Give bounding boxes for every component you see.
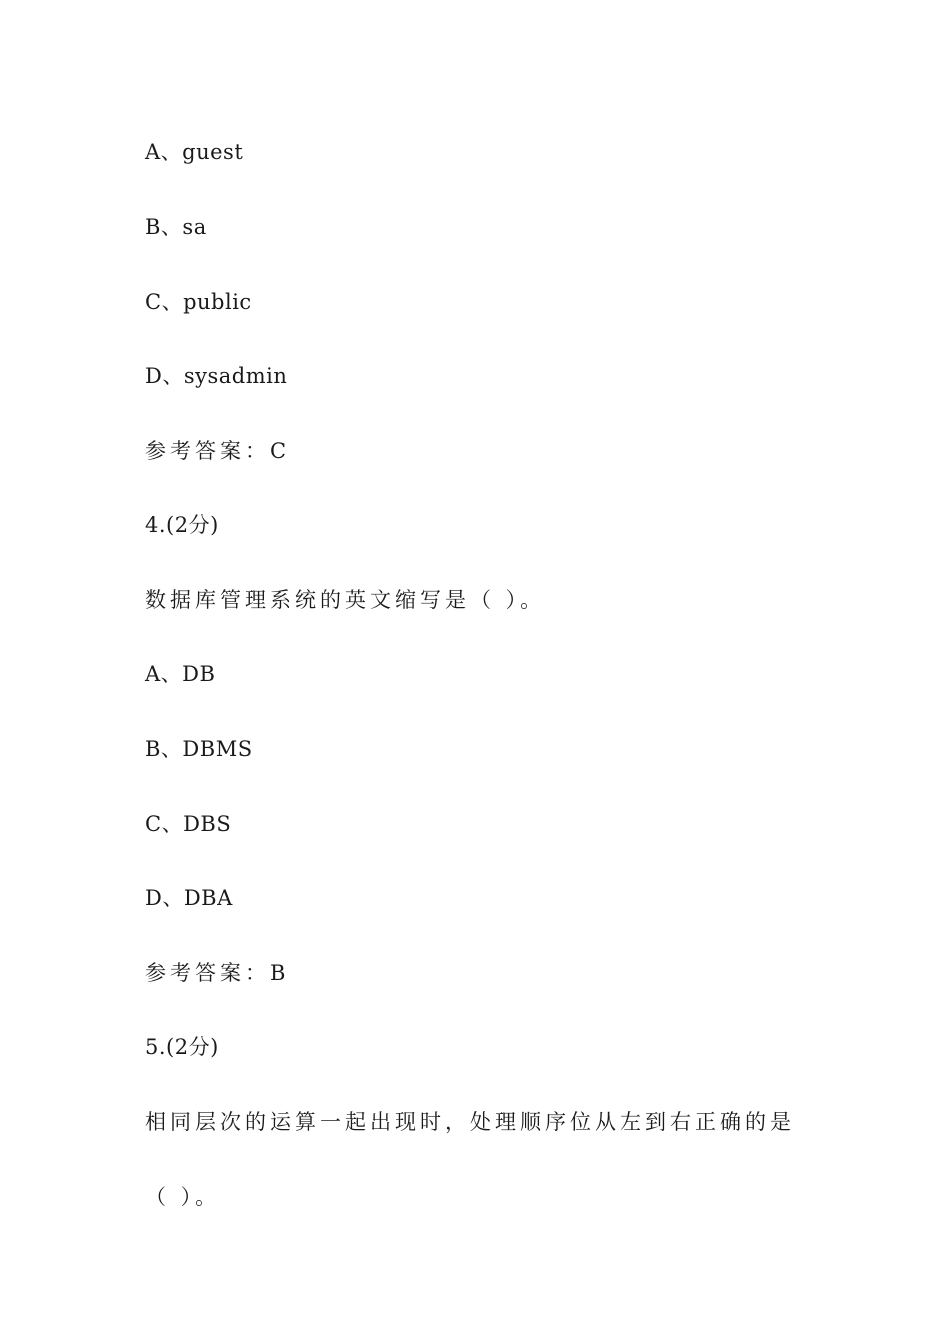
q3-answer: 参考答案：C	[145, 439, 291, 463]
q3-option-a: A、guest	[145, 140, 244, 164]
q4-number: 4.(2分)	[145, 513, 219, 537]
q4-option-d: D、DBA	[145, 886, 233, 910]
q3-option-b: B、sa	[145, 215, 207, 239]
q5-stem-line1: 相同层次的运算一起出现时，处理顺序位从左到右正确的是	[145, 1110, 795, 1134]
q4-option-a: A、DB	[145, 662, 216, 686]
q5-stem-line2: （ ）。	[145, 1185, 221, 1209]
q3-option-d: D、sysadmin	[145, 364, 288, 388]
q4-option-b: B、DBMS	[145, 737, 253, 761]
q5-number: 5.(2分)	[145, 1035, 219, 1059]
q4-stem: 数据库管理系统的英文缩写是（ ）。	[145, 588, 546, 612]
q4-option-c: C、DBS	[145, 812, 232, 836]
q3-option-c: C、public	[145, 290, 252, 314]
q4-answer: 参考答案：B	[145, 961, 290, 985]
